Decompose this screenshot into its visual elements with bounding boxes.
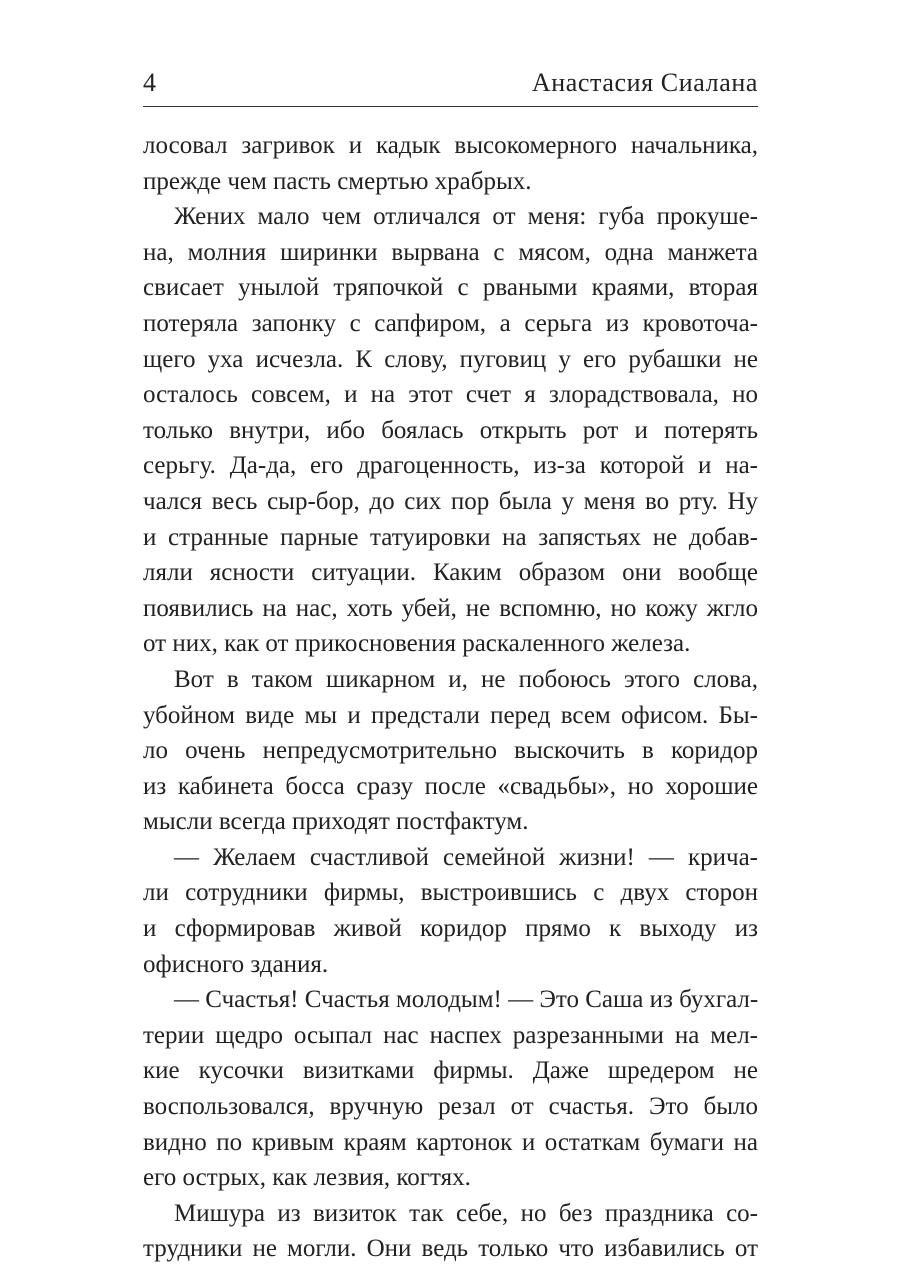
paragraph <box>143 199 758 662</box>
text-line: мысли всегда приходят постфактум. <box>143 808 529 836</box>
text-line: потеряла запонку с сапфиром, а серьга из кровоточа- <box>143 309 758 337</box>
text-line: прежде чем пасть смертью храбрых. <box>143 167 532 195</box>
text-line: чался весь сыр-бор, до сих пор была у меня во рту. Ну <box>143 487 758 515</box>
text-line: ляли ясности ситуации. Каким образом они вообще <box>143 559 758 587</box>
running-title: Анастасия Сиалана <box>531 68 758 97</box>
text-line: и сформировав живой коридор прямо к выходу из <box>143 915 758 943</box>
body-text <box>143 128 758 1267</box>
text-line: Мишура из визиток так себе, но без праздника со- <box>174 1199 758 1227</box>
text-line: терии щедро осыпал нас наспех разрезанными на мел- <box>143 1021 758 1049</box>
text-line: на, молния ширинки вырвана с мясом, одна манжета <box>143 238 758 266</box>
paragraph <box>143 662 758 840</box>
text-line: офисного здания. <box>143 950 329 978</box>
text-line: ло очень непредусмотрительно выскочить в коридор <box>143 737 758 765</box>
text-line: трудники не могли. Они ведь только что избавились от <box>143 1235 758 1263</box>
text-line: осталось совсем, и на этот счет я злорадствовала, но <box>143 381 758 409</box>
paragraph <box>143 1196 758 1267</box>
page-number: 4 <box>143 68 157 97</box>
text-line: щего уха исчезла. К слову, пуговиц у его рубашки не <box>143 345 758 373</box>
text-line: его острых, как лезвия, когтях. <box>143 1164 471 1192</box>
text-line: воспользовался, вручную резал от счастья. Это было <box>143 1093 758 1121</box>
text-line: от них, как от прикосновения раскаленного железа. <box>143 630 691 658</box>
text-line: — Желаем счастливой семейной жизни! — крича- <box>174 843 758 871</box>
header-rule <box>143 106 758 107</box>
text-line: Жених мало чем отличался от меня: губа прокуше- <box>174 203 758 231</box>
text-line: и странные парные татуировки на запястьях не добав- <box>143 523 758 551</box>
text-line: видно по кривым краям картонок и остаткам бумаги на <box>143 1128 758 1156</box>
paragraph <box>143 128 758 199</box>
text-line: ли сотрудники фирмы, выстроившись с двух сторон <box>143 879 758 907</box>
text-line: лосовал загривок и кадык высокомерного начальника, <box>143 132 758 159</box>
text-line: только внутри, ибо боялась открыть рот и потерять <box>143 416 758 444</box>
paragraph <box>143 982 758 1196</box>
paragraph <box>143 840 758 982</box>
text-line: свисает унылой тряпочкой с рваными краями, вторая <box>143 274 758 302</box>
text-line: кие кусочки визитками фирмы. Даже шредером не <box>143 1057 758 1085</box>
text-line: из кабинета босса сразу после «свадьбы», но хорошие <box>143 772 758 800</box>
text-line: Вот в таком шикарном и, не побоюсь этого слова, <box>174 665 758 693</box>
text-line: — Счастья! Счастья молодым! — Это Саша из бухгал- <box>174 986 759 1014</box>
running-header <box>143 64 758 104</box>
text-line: серьгу. Да-да, его драгоценность, из-за которой и на- <box>143 452 758 480</box>
text-line: убойном виде мы и предстали перед всем офисом. Бы- <box>143 701 758 729</box>
book-page <box>143 0 759 1263</box>
text-line: появились на нас, хоть убей, не вспомню, но кожу жгло <box>143 594 758 622</box>
